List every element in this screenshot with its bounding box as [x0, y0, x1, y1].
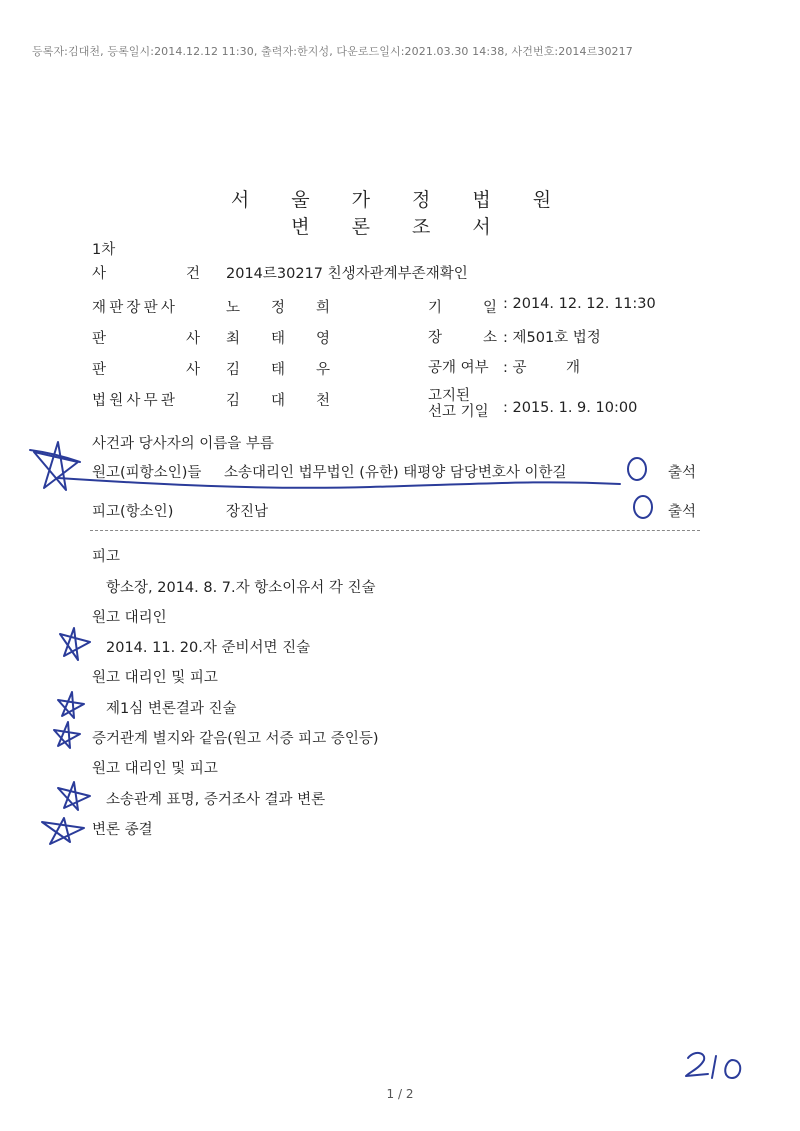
print-metadata: 등록자:김대천, 등록일시:2014.12.12 11:30, 출력자:한지성, 다운로드일시:2021.03.30 14:38, 사건번호:2014르30217 [32, 45, 633, 58]
case-label-a: 사 [92, 266, 107, 282]
notice-label-line1: 고지된 [428, 388, 471, 404]
plaintiff-label: 원고(피항소인)들 [92, 465, 202, 481]
public-value-b: 개 [566, 360, 581, 376]
staff-role-judge-b: 사 [186, 362, 201, 378]
staff-name-char: 대 [271, 393, 286, 409]
staff-name-char: 우 [316, 362, 331, 378]
proceeding-line: 2014. 11. 20.자 준비서면 진술 [106, 640, 311, 656]
staff-role-presiding: 재판장판사 [92, 300, 179, 316]
notice-label-line2: 선고 기일 [428, 404, 489, 420]
staff-role-clerk: 법원사무관 [92, 393, 179, 409]
call-statement: 사건과 당사자의 이름을 부름 [92, 436, 274, 452]
handwritten-digit-2 [686, 1053, 708, 1076]
staff-role-judge-a: 판 [92, 362, 107, 378]
handwritten-digit-1 [712, 1056, 716, 1078]
defendant-label: 피고(항소인) [92, 504, 174, 520]
star-mark [60, 628, 90, 660]
proceeding-line: 원고 대리인 및 피고 [92, 670, 218, 686]
proceeding-line: 피고 [92, 549, 121, 565]
staff-name-char: 천 [316, 393, 331, 409]
hearing-place: : 제501호 법정 [503, 330, 601, 346]
attendance-circle [634, 496, 652, 518]
star-mark [58, 692, 84, 718]
plaintiff-attendance: 출석 [668, 465, 697, 481]
proceeding-line: 소송관계 표명, 증거조사 결과 변론 [106, 792, 326, 808]
hearing-date: : 2014. 12. 12. 11:30 [503, 296, 656, 312]
place-label-b: 소 [483, 330, 498, 346]
staff-role-judge-a: 판 [92, 331, 107, 347]
staff-name-char: 김 [226, 393, 241, 409]
proceeding-line: 제1심 변론결과 진술 [106, 701, 237, 717]
attendance-circle [628, 458, 646, 480]
staff-name-char: 영 [316, 331, 331, 347]
staff-name-char: 태 [271, 362, 286, 378]
date-label-a: 기 [428, 300, 443, 316]
staff-name-char: 정 [271, 300, 286, 316]
handwritten-digit-0 [725, 1060, 740, 1078]
date-label-b: 일 [483, 300, 498, 316]
proceeding-line: 항소장, 2014. 8. 7.자 항소이유서 각 진술 [106, 580, 376, 596]
proceeding-line: 원고 대리인 [92, 610, 167, 626]
defendant-attendance: 출석 [668, 504, 697, 520]
staff-name-char: 김 [226, 362, 241, 378]
court-name: 서 울 가 정 법 원 [230, 189, 570, 211]
plaintiff-representative: 소송대리인 법무법인 (유한) 태평양 담당변호사 이한길 [224, 465, 567, 481]
sentence-date: : 2015. 1. 9. 10:00 [503, 400, 638, 416]
staff-name-char: 태 [271, 331, 286, 347]
proceeding-line: 증거관계 별지와 같음(원고 서증 피고 증인등) [92, 731, 379, 747]
public-value-a: : 공 [503, 360, 527, 376]
star-mark [58, 782, 90, 810]
staff-name-char: 노 [226, 300, 241, 316]
proceeding-line: 원고 대리인 및 피고 [92, 761, 218, 777]
handwritten-page-number [0, 0, 1, 1]
document-title: 변 론 조 서 [291, 216, 509, 238]
proceeding-line: 변론 종결 [92, 822, 153, 838]
defendant-name: 장진남 [226, 504, 269, 520]
session-number: 1차 [92, 242, 116, 258]
case-value: 2014르30217 친생자관계부존재확인 [226, 266, 468, 282]
case-label-b: 건 [186, 266, 201, 282]
staff-name-char: 최 [226, 331, 241, 347]
public-label: 공개 여부 [428, 360, 489, 376]
staff-role-judge-b: 사 [186, 331, 201, 347]
page-number: 1 / 2 [386, 1087, 414, 1101]
place-label-a: 장 [428, 330, 443, 346]
star-mark [54, 722, 80, 748]
underline-stroke [58, 478, 620, 488]
star-mark [34, 442, 78, 490]
staff-name-char: 희 [316, 300, 331, 316]
star-mark [42, 818, 84, 844]
